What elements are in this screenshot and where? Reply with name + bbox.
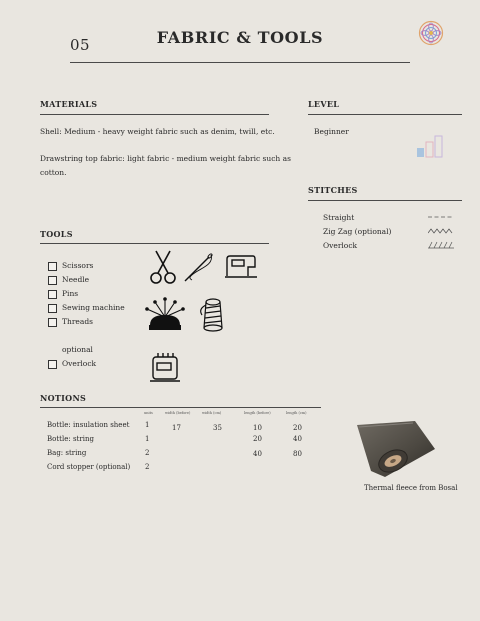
tool-label-pins: Pins — [62, 289, 79, 298]
thread-spool-icon — [196, 297, 226, 333]
tool-label-overlock: Overlock — [62, 359, 97, 368]
header-divider — [70, 62, 410, 63]
notion-name: Bag: string — [47, 449, 87, 457]
column-header-length-cm: length (cm) — [286, 411, 307, 415]
checkbox-sewing-machine[interactable] — [48, 304, 57, 313]
notion-length-cm: 80 — [293, 450, 302, 458]
materials-shell-text: Shell: Medium - heavy weight fabric such as denim, twill, etc. — [40, 127, 275, 136]
column-header-width-before: width (before) — [165, 411, 191, 415]
materials-drawstring-text: Drawstring top fabric: light fabric - medium weight fabric such as — [40, 154, 291, 163]
level-value: Beginner — [314, 127, 349, 136]
mandala-logo-icon — [418, 20, 444, 46]
stitches-divider — [308, 200, 462, 201]
notion-length-before: 20 — [253, 435, 262, 443]
tool-label-needle: Needle — [62, 275, 90, 284]
column-header-length-before: length (before) — [244, 411, 271, 415]
tool-label-sewing-machine: Sewing machine — [62, 303, 125, 312]
checkbox-needle[interactable] — [48, 276, 57, 285]
optional-label: optional — [62, 345, 93, 354]
notion-units: 1 — [145, 421, 150, 429]
stitch-straight-label: Straight — [323, 213, 355, 222]
straight-stitch-icon — [428, 213, 454, 221]
notion-length-cm: 20 — [293, 424, 302, 432]
page-number: 05 — [70, 36, 91, 54]
notion-length-cm: 40 — [293, 435, 302, 443]
notion-width-before: 17 — [172, 424, 181, 432]
tools-heading: TOOLS — [40, 229, 73, 239]
overlock-machine-icon — [148, 351, 182, 385]
notion-name: Cord stopper (optional) — [47, 463, 131, 471]
materials-heading: MATERIALS — [40, 99, 98, 109]
sewing-machine-icon — [224, 254, 258, 280]
notion-width-cm: 35 — [213, 424, 222, 432]
notion-name: Bottle: insulation sheet — [47, 421, 130, 429]
stitches-heading: STITCHES — [308, 185, 358, 195]
scissors-icon — [148, 249, 178, 285]
checkbox-threads[interactable] — [48, 318, 57, 327]
needle-icon — [182, 250, 216, 284]
notion-units: 2 — [145, 449, 150, 457]
checkbox-overlock[interactable] — [48, 360, 57, 369]
notions-heading: NOTIONS — [40, 393, 87, 403]
tool-label-threads: Threads — [62, 317, 93, 326]
column-header-units: units — [144, 411, 153, 415]
notion-length-before: 10 — [253, 424, 262, 432]
level-bars-icon — [416, 134, 444, 158]
page-title: FABRIC & TOOLS — [156, 28, 324, 47]
stitch-overlock-label: Overlock — [323, 241, 358, 250]
thermal-fleece-roll-image — [355, 419, 437, 479]
notion-length-before: 40 — [253, 450, 262, 458]
stitch-zigzag-label: Zig Zag (optional) — [323, 227, 392, 236]
materials-drawstring-text-cont: cotton. — [40, 168, 67, 177]
checkbox-pins[interactable] — [48, 290, 57, 299]
notion-units: 2 — [145, 463, 150, 471]
notion-name: Bottle: string — [47, 435, 94, 443]
tools-divider — [40, 243, 269, 244]
checkbox-scissors[interactable] — [48, 262, 57, 271]
overlock-stitch-icon — [428, 241, 454, 249]
tool-label-scissors: Scissors — [62, 261, 94, 270]
notions-divider — [40, 407, 321, 408]
photo-caption: Thermal fleece from Bosal — [364, 484, 458, 492]
notion-units: 1 — [145, 435, 150, 443]
level-divider — [308, 114, 462, 115]
zigzag-stitch-icon — [428, 227, 454, 235]
materials-divider — [40, 114, 269, 115]
pincushion-icon — [142, 297, 188, 333]
column-header-width-cm: width (cm) — [202, 411, 222, 415]
level-heading: LEVEL — [308, 99, 340, 109]
